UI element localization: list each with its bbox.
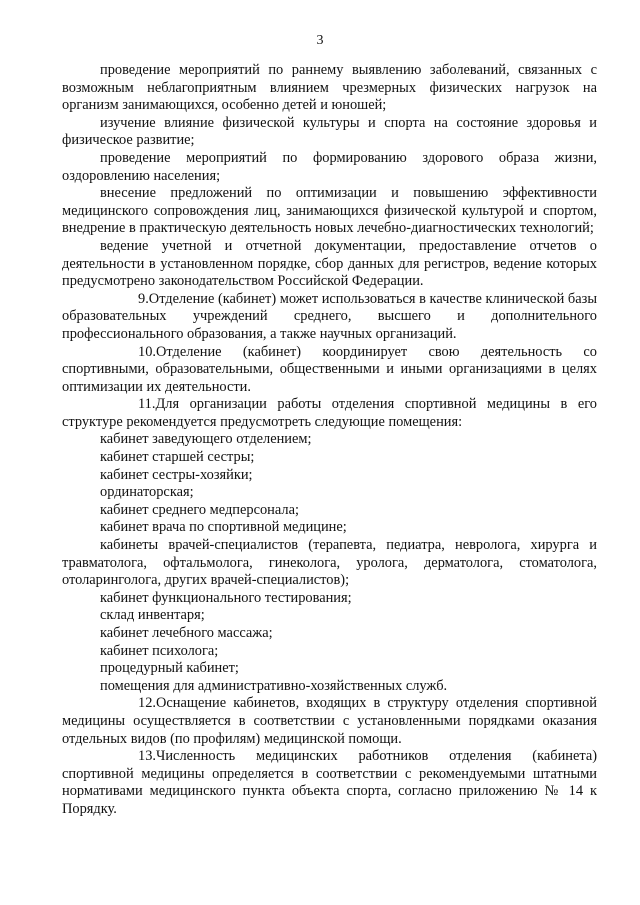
list-item: кабинет лечебного массажа; (100, 625, 273, 641)
list-item: кабинет сестры-хозяйки; (100, 466, 253, 483)
document-body (62, 62, 597, 819)
paragraph-healthy-lifestyle: проведение мероприятий по формированию здорового образа жизни, оздоровлению населения; (62, 149, 597, 184)
paragraph-9-clinical-base: 9.Отделение (кабинет) может использоваться в качестве клинической базы образовательных учреждений среднего, высшего и дополнительного профессионального образования, а также научных организаций. (62, 290, 597, 342)
list-item: кабинет заведующего отделением; (100, 431, 312, 448)
list-item: кабинет психолога; (100, 642, 219, 659)
paragraph-11-premises: 11.Для организации работы отделения спортивной медицины в его структуре рекомендуется предусмотреть следующие помещения: (62, 396, 597, 430)
list-item: помещения для административно-хозяйственных служб. (100, 677, 448, 694)
paragraph-number: 10. (138, 343, 156, 360)
paragraph-number: 12. (138, 695, 156, 712)
list-item: кабинеты врачей-специалистов (терапевта, педиатра, невролога, хирурга и травматолога, офтальмолога, гинеколога, уролога, дерматолога, стоматолога, отоларинголога, других врачей-специалистов); (62, 537, 597, 589)
paragraph-number: 9. (138, 290, 149, 307)
paragraph-number: 11. (138, 396, 156, 413)
list-item: кабинет функционального тестирования; (100, 589, 352, 606)
list-item: склад инвентаря; (100, 607, 205, 624)
list-item: кабинет врача по спортивной медицине; (100, 519, 347, 536)
paragraph-13-staffing: 13.Численность медицинских работников отделения (кабинета) спортивной медицины определяется в соответствии с рекомендуемыми штатными нормативами медицинского пункта объекта спорта, согласно приложению № 14 к Порядку. (62, 748, 597, 817)
paragraph-number: 13. (138, 748, 156, 765)
paragraph-influence-study: изучение влияние физической культуры и спорта на состояние здоровья и физическое развитие; (62, 114, 597, 149)
list-item: кабинет среднего медперсонала; (100, 501, 299, 518)
paragraph-12-equipment: 12.Оснащение кабинетов, входящих в структуру отделения спортивной медицины осуществляется в соответствии с установленными порядками оказания отдельных видов (по профилям) медицинской помощи. (62, 695, 597, 747)
list-item: кабинет старшей сестры; (100, 449, 255, 466)
list-item: процедурный кабинет; (100, 660, 239, 677)
paragraph-documentation: ведение учетной и отчетной документации, предоставление отчетов о деятельности в установленном порядке, сбор данных для регистров, ведение которых предусмотрено законодательством Российской Федерации. (62, 237, 597, 290)
paragraph-10-coordination: 10.Отделение (кабинет) координирует свою деятельность со спортивными, образовательными, общественными и иными организациями в целях оптимизации их деятельности. (62, 343, 597, 395)
page-number: 3 (316, 33, 324, 48)
paragraph-early-detection: проведение мероприятий по раннему выявлению заболеваний, связанных с возможным неблагоприятным влиянием чрезмерных физических нагрузок на организм занимающихся, особенно детей и юношей; (62, 62, 597, 114)
list-item: ординаторская; (100, 484, 194, 501)
paragraph-optimization-proposals: внесение предложений по оптимизации и повышению эффективности медицинского сопровождения лиц, занимающихся физической культурой и спортом, внедрение в практическую деятельность новых лечебно-диагностических технологий; (62, 185, 597, 237)
